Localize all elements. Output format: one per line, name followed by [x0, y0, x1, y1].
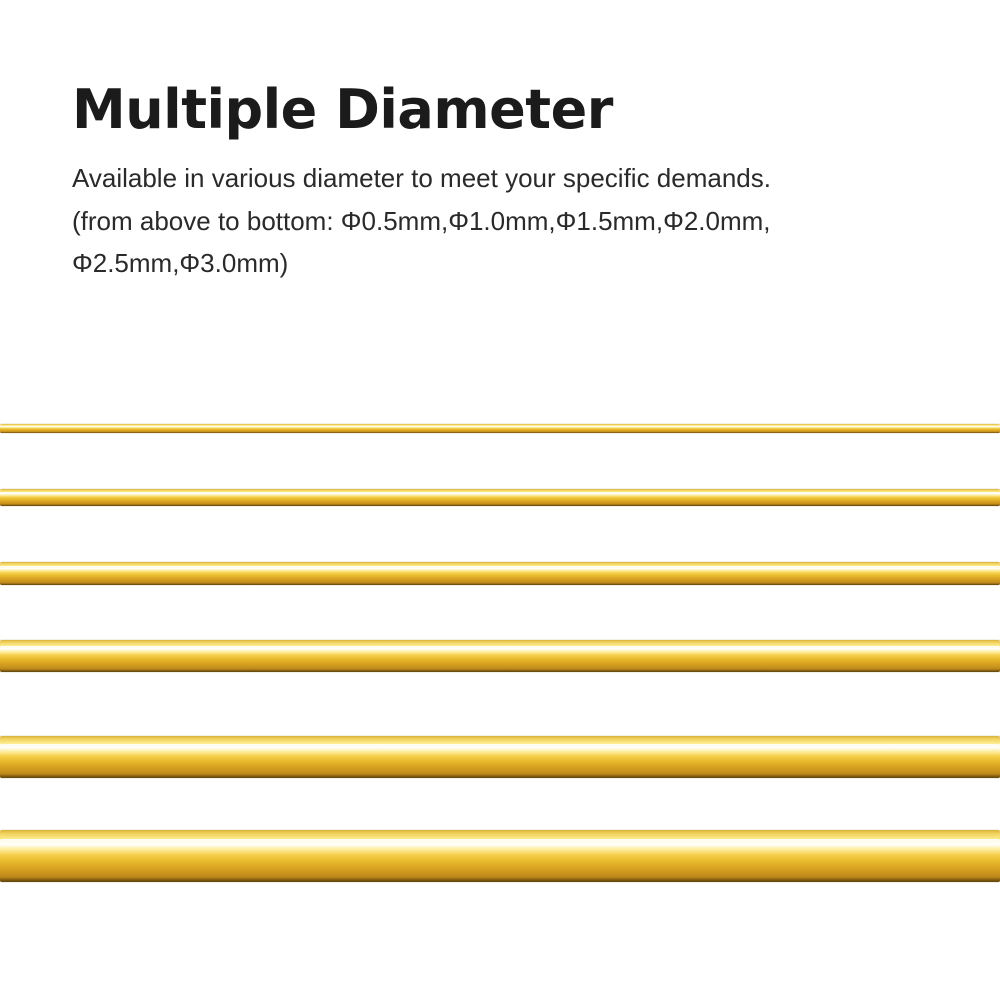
rod-3.0mm: [0, 830, 1000, 882]
description-line-2: (from above to bottom: Φ0.5mm,Φ1.0mm,Φ1.5mm,Φ2.0mm,: [72, 205, 771, 236]
rod-shadow: [0, 669, 1000, 672]
rod-highlight: [0, 839, 1000, 846]
rod-shadow: [0, 432, 1000, 433]
rod-highlight: [0, 646, 1000, 650]
rod-highlight: [0, 426, 1000, 427]
description-line-1: Available in various diameter to meet your specific demands.: [72, 163, 771, 194]
rod-body: [0, 640, 1000, 672]
rod-highlight: [0, 566, 1000, 569]
rod-body: [0, 736, 1000, 778]
page-title: Multiple Diameter: [72, 78, 613, 141]
description-line-3: Φ2.5mm,Φ3.0mm): [72, 247, 289, 278]
rod-shadow: [0, 877, 1000, 882]
rod-2.0mm: [0, 640, 1000, 672]
rod-1.5mm: [0, 562, 1000, 585]
rod-shadow: [0, 774, 1000, 778]
rod-shadow: [0, 583, 1000, 585]
rod-highlight: [0, 744, 1000, 750]
rod-0.5mm: [0, 424, 1000, 433]
rod-body: [0, 830, 1000, 882]
rod-1.0mm: [0, 489, 1000, 506]
rod-2.5mm: [0, 736, 1000, 778]
rod-shadow: [0, 504, 1000, 506]
